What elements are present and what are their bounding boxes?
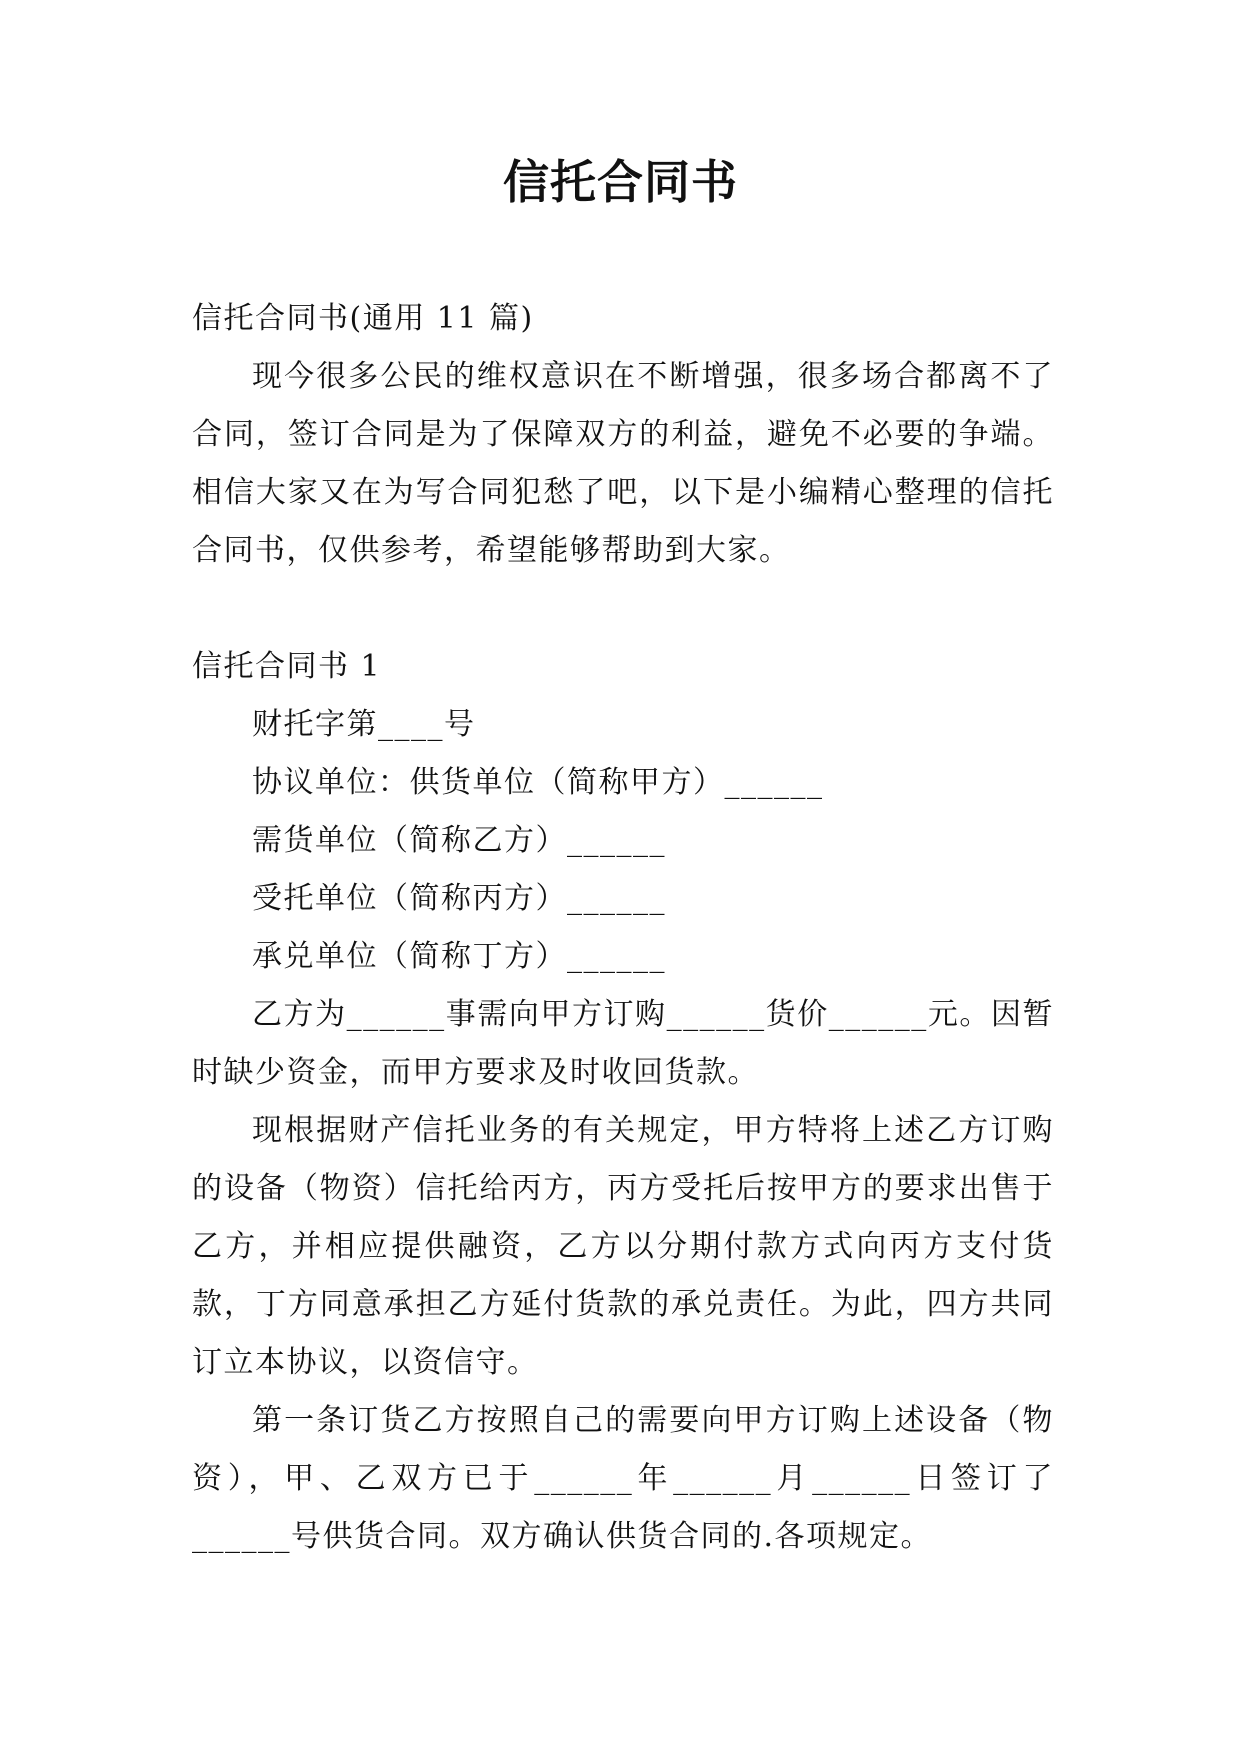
party-b-line: 需货单位（简称乙方）______ [252,823,666,858]
document-body [192,290,1054,1566]
party-a-line: 协议单位：供货单位（简称甲方）______ [252,765,824,800]
paragraph-trust: 现根据财产信托业务的有关规定，甲方特将上述乙方订购的设备（物资）信托给丙方，丙方受托后按甲方的要求出售于乙方，并相应提供融资，乙方以分期付款方式向丙方支付货款，丁方同意承担乙方延付货款的承兑责任。为此，四方共同订立本协议，以资信守。 [192,1113,1054,1380]
document-title: 信托合同书 [503,155,738,209]
document-subtitle: 信托合同书(通用 11 篇) [192,301,534,336]
party-c-line: 受托单位（简称丙方）______ [252,881,666,916]
paragraph-article-one: 第一条订货乙方按照自己的需要向甲方订购上述设备（物资），甲、乙双方已于______年______月______日签订了______号供货合同。双方确认供货合同的.各项规定。 [192,1403,1054,1554]
paragraph-purchase: 乙方为______事需向甲方订购______货价______元。因暂时缺少资金，而甲方要求及时收回货款。 [192,997,1054,1090]
party-d-line: 承兑单位（简称丁方）______ [252,939,666,974]
contract-number-line: 财托字第____号 [252,707,476,742]
intro-paragraph: 现今很多公民的维权意识在不断增强，很多场合都离不了合同，签订合同是为了保障双方的利益，避免不必要的争端。相信大家又在为写合同犯愁了吧，以下是小编精心整理的信托合同书，仅供参考，希望能够帮助到大家。 [192,359,1054,568]
section-heading: 信托合同书 1 [192,649,382,684]
